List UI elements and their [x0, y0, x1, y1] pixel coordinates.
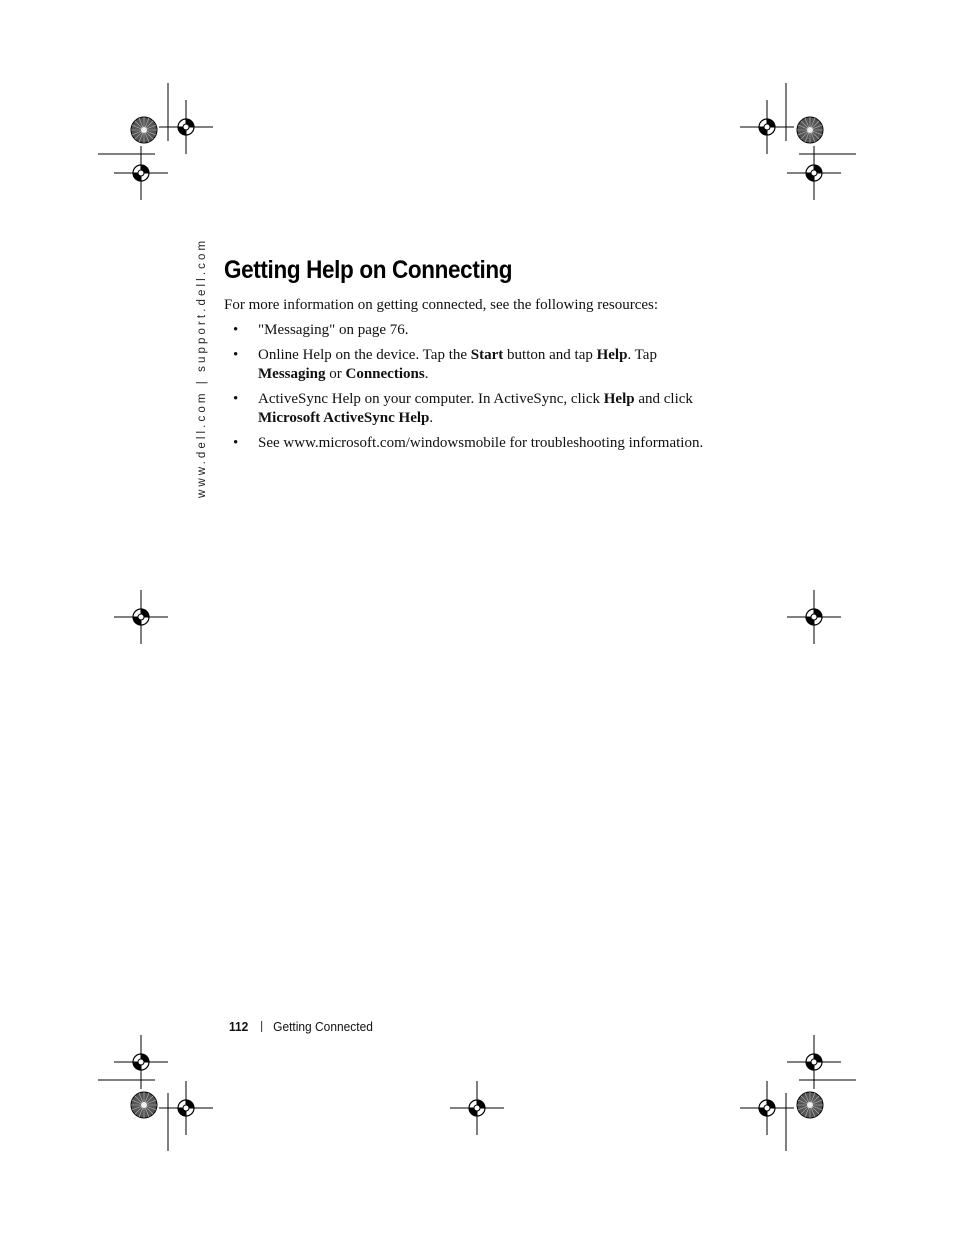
ui-term-help: Help [596, 347, 628, 363]
list-item-text: and click [634, 391, 693, 407]
list-item-text: Online Help on the device. Tap the [258, 347, 471, 363]
footer-section-title: Getting Connected [273, 1019, 373, 1034]
page-number: 112 [229, 1019, 249, 1034]
list-item-text: or [325, 366, 346, 382]
ui-term-activesync-help: Microsoft ActiveSync Help [258, 410, 430, 426]
footer-divider [261, 1021, 262, 1032]
list-item [224, 321, 714, 340]
intro-paragraph: For more information on getting connected, see the following resources: [224, 297, 659, 313]
section-title: Getting Help on Connecting [224, 256, 513, 284]
side-url-text: www.dell.com | support.dell.com [196, 237, 208, 498]
registration-mark [114, 1035, 168, 1089]
color-target [131, 1092, 157, 1118]
list-item [224, 346, 714, 384]
list-item-text: ActiveSync Help on your computer. In ActiveSync, click [258, 391, 604, 407]
registration-mark [787, 590, 841, 644]
registration-mark [787, 1035, 841, 1089]
list-item-text: See www.microsoft.com/windowsmobile for troubleshooting information. [258, 435, 704, 451]
bullet-icon: • [233, 435, 239, 451]
list-item-text: . [429, 410, 434, 426]
color-target [131, 117, 157, 143]
list-item-text: button and tap [503, 347, 597, 363]
list-item-text: . Tap [627, 347, 657, 363]
color-target [797, 117, 823, 143]
resource-list [224, 321, 714, 459]
registration-mark [159, 100, 213, 154]
registration-mark [450, 1081, 504, 1135]
registration-mark [159, 1081, 213, 1135]
color-target [797, 1092, 823, 1118]
list-item [224, 390, 714, 428]
ui-term-messaging: Messaging [258, 366, 326, 382]
list-item [224, 434, 714, 453]
crop-lines-top [98, 83, 856, 154]
list-item-text: "Messaging" on page 76. [258, 322, 409, 338]
list-item-text: . [424, 366, 429, 382]
bullet-icon: • [233, 347, 239, 363]
bullet-icon: • [233, 322, 239, 338]
registration-mark [114, 590, 168, 644]
ui-term-help: Help [603, 391, 635, 407]
page-footer [229, 1019, 373, 1034]
bullet-icon: • [233, 391, 239, 407]
ui-term-connections: Connections [345, 366, 425, 382]
ui-term-start: Start [470, 347, 504, 363]
